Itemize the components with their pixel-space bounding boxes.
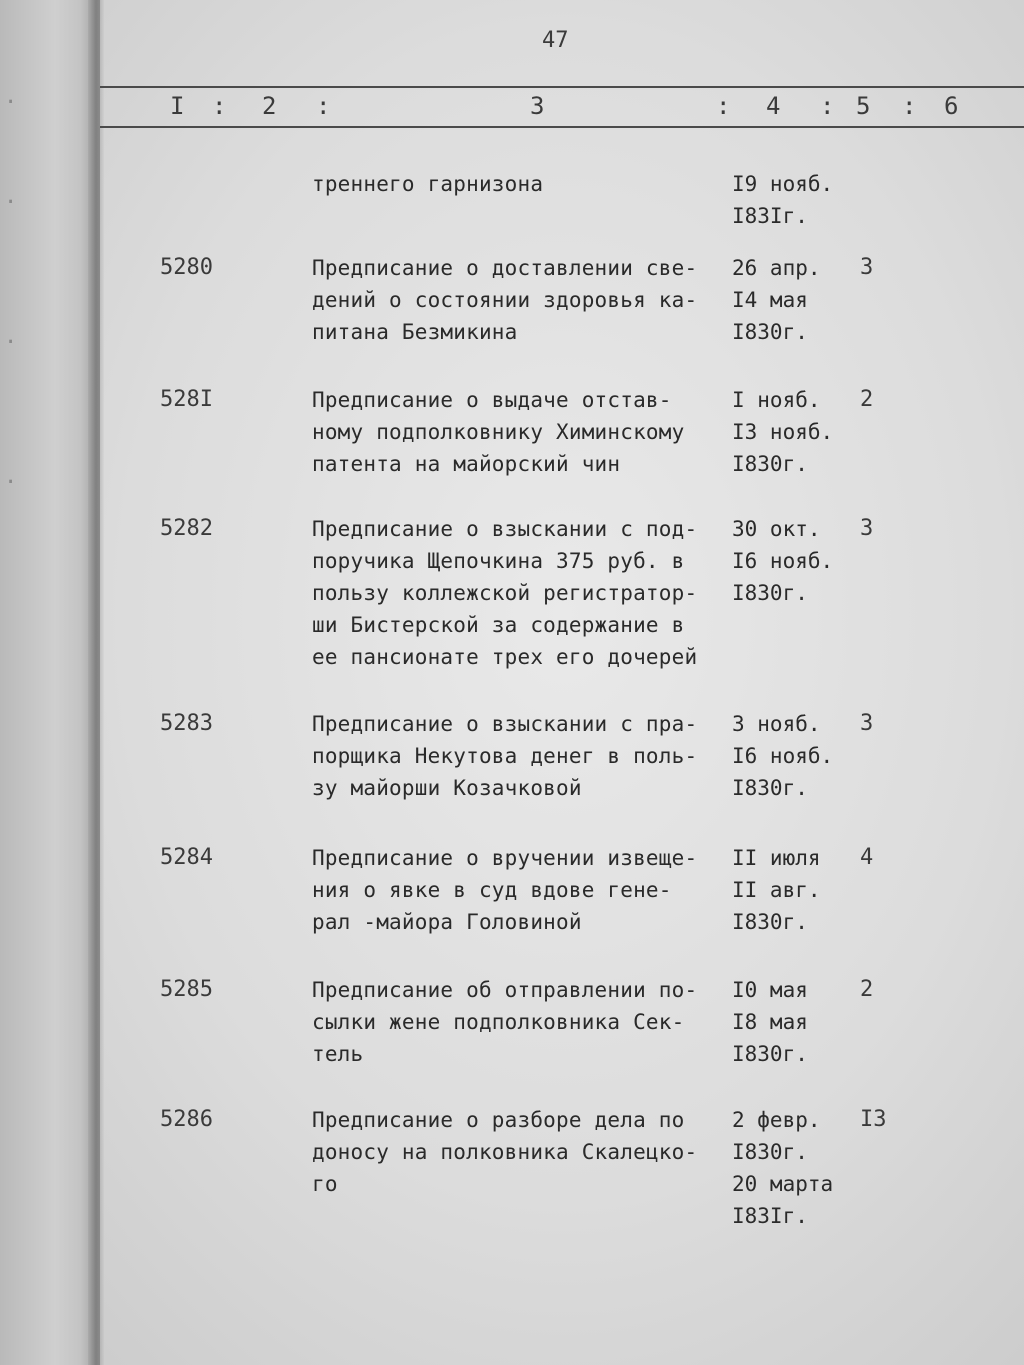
date-line: I830г. bbox=[732, 910, 808, 934]
date-line: I нояб. bbox=[732, 388, 821, 412]
edge-mark: · bbox=[4, 190, 18, 215]
description-line: Предписание о взыскании с пра- bbox=[312, 712, 698, 736]
date-line: I830г. bbox=[732, 320, 808, 344]
date-line: I6 нояб. bbox=[732, 744, 834, 768]
description-line: доносу на полковника Скалецко- bbox=[312, 1140, 698, 1164]
entry-description bbox=[312, 974, 722, 1070]
entry-sheets: 3 bbox=[860, 255, 874, 280]
column-header-1: I bbox=[170, 92, 185, 120]
entry-number: 5284 bbox=[160, 845, 213, 870]
column-separator: : bbox=[316, 92, 331, 120]
description-line: Предписание об отправлении по- bbox=[312, 978, 698, 1002]
entry-dates bbox=[732, 252, 852, 348]
date-line: I830г. bbox=[732, 1140, 808, 1164]
description-line: треннего гарнизона bbox=[312, 172, 544, 196]
entry-dates bbox=[732, 168, 852, 232]
description-line: Предписание о доставлении све- bbox=[312, 256, 698, 280]
date-line: 20 марта bbox=[732, 1172, 834, 1196]
date-line: I83Iг. bbox=[732, 1204, 808, 1228]
entry-dates bbox=[732, 513, 852, 609]
entry-dates bbox=[732, 974, 852, 1070]
entry-sheets: 3 bbox=[860, 516, 874, 541]
entry-dates bbox=[732, 708, 852, 804]
date-line: I0 мая bbox=[732, 978, 808, 1002]
column-separator: : bbox=[212, 92, 227, 120]
date-line: 3 нояб. bbox=[732, 712, 821, 736]
description-line: ши Бистерской за содержание в bbox=[312, 613, 685, 637]
entry-sheets: 4 bbox=[860, 845, 874, 870]
date-line: 26 апр. bbox=[732, 256, 821, 280]
description-line: Предписание о вручении извеще- bbox=[312, 846, 698, 870]
description-line: дений о состоянии здоровья ка- bbox=[312, 288, 698, 312]
column-header-5: 5 bbox=[856, 92, 871, 120]
entry-sheets: 2 bbox=[860, 977, 874, 1002]
date-line: 30 окт. bbox=[732, 517, 821, 541]
column-header-3: 3 bbox=[530, 92, 545, 120]
column-header-2: 2 bbox=[262, 92, 277, 120]
description-line: порщика Некутова денег в поль- bbox=[312, 744, 698, 768]
entry-description bbox=[312, 384, 722, 480]
description-line: патента на майорский чин bbox=[312, 452, 621, 476]
date-line: I830г. bbox=[732, 1042, 808, 1066]
entry-dates bbox=[732, 1104, 852, 1232]
entry-number: 5283 bbox=[160, 711, 213, 736]
column-header-6: 6 bbox=[944, 92, 959, 120]
entry-dates bbox=[732, 384, 852, 480]
entry-description bbox=[312, 708, 722, 804]
entry-sheets: 2 bbox=[860, 387, 874, 412]
edge-mark: · bbox=[4, 90, 18, 115]
description-line: Предписание о взыскании с под- bbox=[312, 517, 698, 541]
date-line: I830г. bbox=[732, 581, 808, 605]
description-line: тель bbox=[312, 1042, 364, 1066]
date-line: I8 мая bbox=[732, 1010, 808, 1034]
date-line: I83Iг. bbox=[732, 204, 808, 228]
column-header-4: 4 bbox=[766, 92, 781, 120]
description-line: сылки жене подполковника Сек- bbox=[312, 1010, 685, 1034]
description-line: питана Безмикина bbox=[312, 320, 518, 344]
entry-number: 5280 bbox=[160, 255, 213, 280]
date-line: I4 мая bbox=[732, 288, 808, 312]
description-line: ее пансионате трех его дочерей bbox=[312, 645, 698, 669]
column-separator: : bbox=[820, 92, 835, 120]
date-line: I830г. bbox=[732, 452, 808, 476]
page-number: 47 bbox=[542, 28, 569, 53]
description-line: пользу коллежской регистратор- bbox=[312, 581, 698, 605]
edge-mark: · bbox=[4, 470, 18, 495]
entry-description bbox=[312, 842, 722, 938]
date-line: II авг. bbox=[732, 878, 821, 902]
entry-number: 528I bbox=[160, 387, 213, 412]
date-line: I6 нояб. bbox=[732, 549, 834, 573]
date-line: I830г. bbox=[732, 776, 808, 800]
entry-description bbox=[312, 1104, 722, 1200]
description-line: поручика Щепочкина 375 руб. в bbox=[312, 549, 685, 573]
entry-description bbox=[312, 513, 722, 673]
entry-description bbox=[312, 252, 722, 348]
column-separator: : bbox=[902, 92, 917, 120]
entry-dates bbox=[732, 842, 852, 938]
entry-description bbox=[312, 168, 722, 200]
entry-number: 5286 bbox=[160, 1107, 213, 1132]
description-line: ния о явке в суд вдове гене- bbox=[312, 878, 672, 902]
entry-number: 5285 bbox=[160, 977, 213, 1002]
date-line: I9 нояб. bbox=[732, 172, 834, 196]
description-line: ному подполковнику Химинскому bbox=[312, 420, 685, 444]
entry-number: 5282 bbox=[160, 516, 213, 541]
column-separator: : bbox=[716, 92, 731, 120]
edge-mark: · bbox=[4, 330, 18, 355]
entry-sheets: I3 bbox=[860, 1107, 887, 1132]
description-line: Предписание о выдаче отстав- bbox=[312, 388, 672, 412]
date-line: II июля bbox=[732, 846, 821, 870]
description-line: зу майорши Козачковой bbox=[312, 776, 582, 800]
date-line: 2 февр. bbox=[732, 1108, 821, 1132]
date-line: I3 нояб. bbox=[732, 420, 834, 444]
description-line: го bbox=[312, 1172, 338, 1196]
description-line: Предписание о разборе дела по bbox=[312, 1108, 685, 1132]
entry-sheets: 3 bbox=[860, 711, 874, 736]
description-line: рал -майора Головиной bbox=[312, 910, 582, 934]
